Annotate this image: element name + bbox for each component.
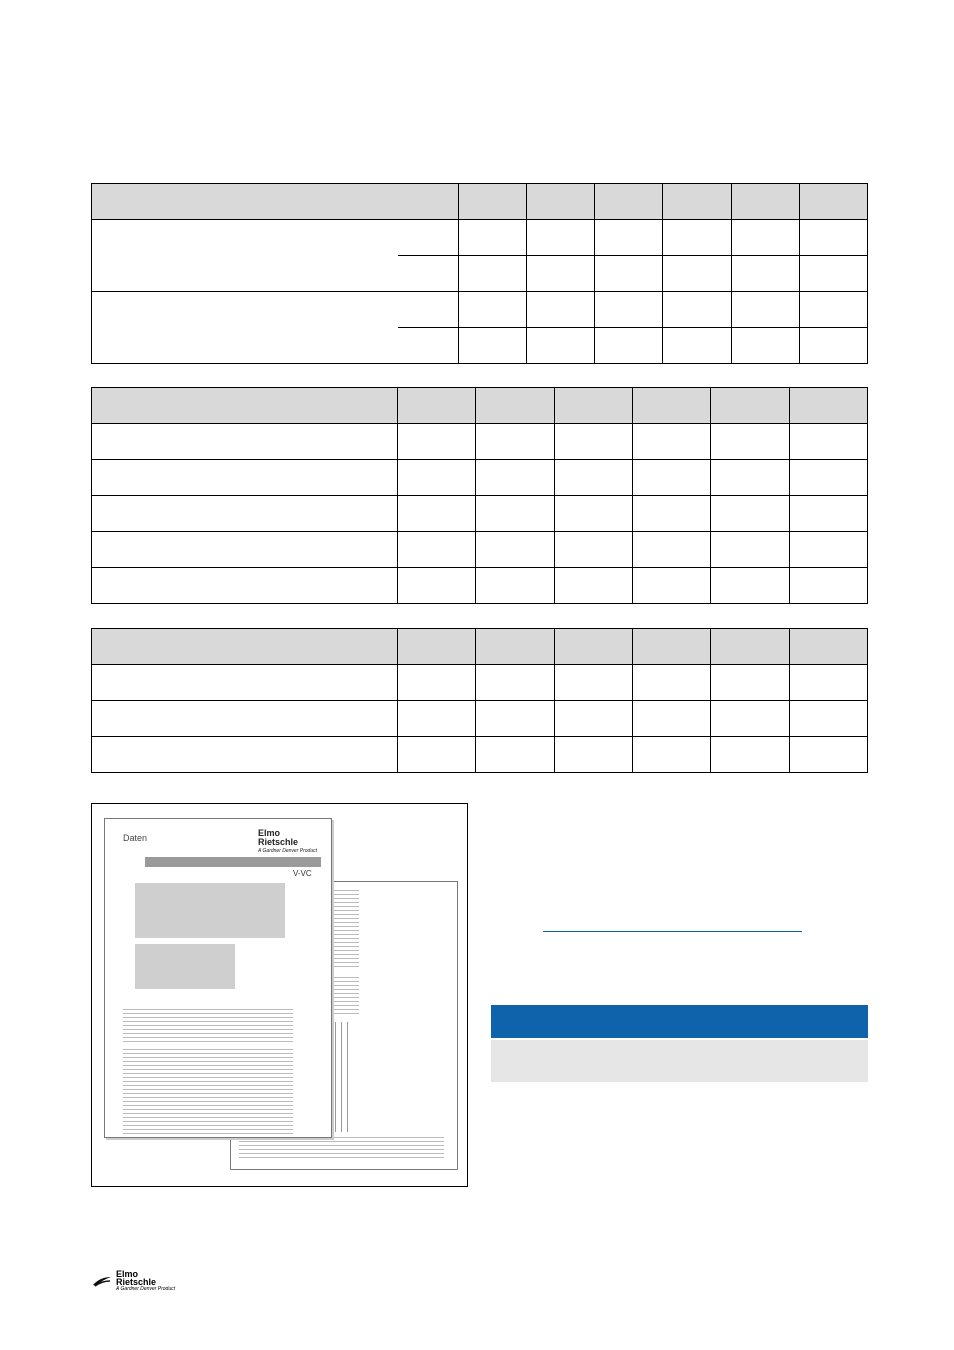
sheet-title: Daten (123, 833, 148, 843)
table-row (92, 568, 868, 604)
row-label (92, 220, 459, 292)
sheet-code: V-VC (293, 869, 312, 878)
datasheet-preview-image (91, 803, 468, 1187)
table-row (92, 532, 868, 568)
table-row (92, 292, 868, 328)
table-row (92, 665, 868, 701)
spec-table-2 (91, 387, 868, 604)
table-row (92, 701, 868, 737)
spec-table-3 (91, 628, 868, 773)
link-underline[interactable] (543, 931, 802, 932)
table-header-row (92, 388, 868, 424)
footer-logo: Elmo Rietschle A Gardner Denver Product (92, 1270, 175, 1292)
sheet-logo: Elmo Rietschle A Gardner Denver Product (257, 828, 317, 854)
row-label (92, 292, 459, 364)
info-box-header (491, 1005, 868, 1038)
logo-swoosh-icon (92, 1275, 112, 1287)
table-row (92, 424, 868, 460)
table-row (92, 460, 868, 496)
spec-table-1 (91, 183, 868, 364)
table-row (92, 220, 868, 256)
header-cell (92, 184, 459, 220)
table-header-row (92, 184, 868, 220)
table-row (92, 496, 868, 532)
info-box-body (491, 1040, 868, 1082)
datasheet-page-front (104, 818, 332, 1138)
table-row (92, 737, 868, 773)
table-header-row (92, 629, 868, 665)
